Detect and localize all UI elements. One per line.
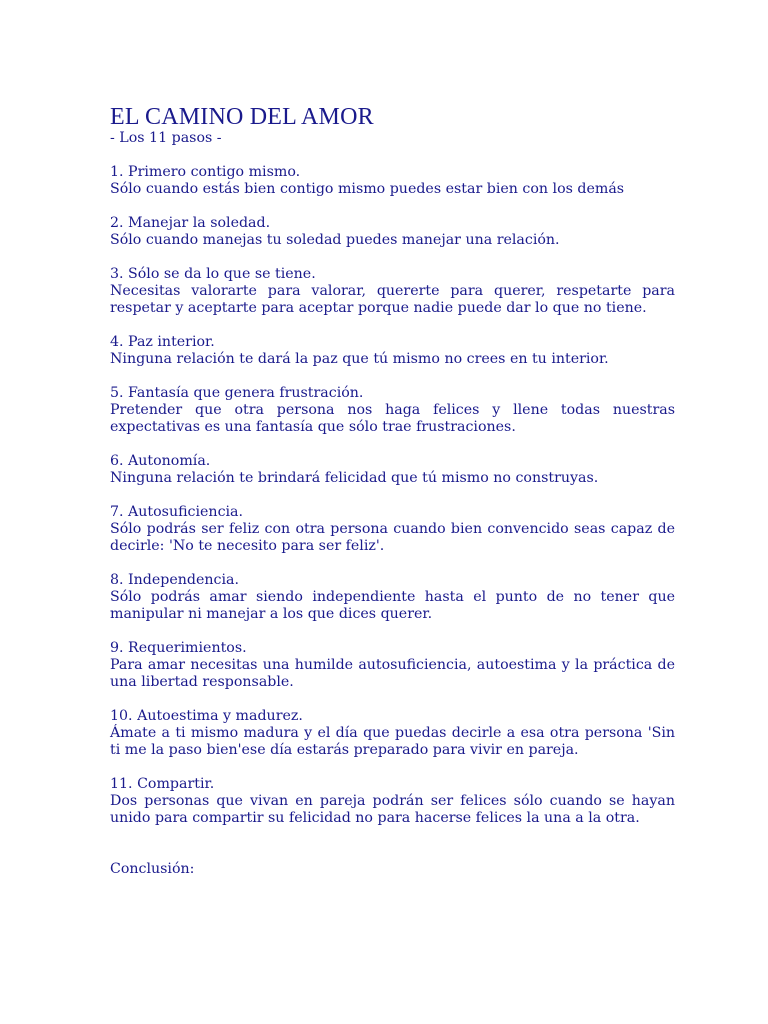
- step-6: [110, 453, 675, 487]
- step-1: [110, 164, 675, 198]
- step-text: Ninguna relación te brindará felicidad que tú mismo no construyas.: [110, 470, 599, 486]
- step-text: Dos personas que vivan en pareja podrán ser felices sólo cuando se hayan unido para compartir su felicidad no para hacerse felices la una a la otra.: [110, 793, 675, 826]
- step-11: [110, 776, 675, 827]
- step-heading: 7. Autosuficiencia.: [110, 504, 244, 520]
- step-8: [110, 572, 675, 623]
- step-heading: 11. Compartir.: [110, 776, 215, 792]
- step-heading: 5. Fantasía que genera frustración.: [110, 385, 364, 401]
- step-text: Sólo podrás ser feliz con otra persona cuando bien convencido seas capaz de decirle: 'No te necesito para ser feliz'.: [110, 521, 675, 554]
- step-text: Necesitas valorarte para valorar, quererte para querer, respetarte para respetar y aceptarte para aceptar porque nadie puede dar lo que no tiene.: [110, 283, 675, 316]
- step-5: [110, 385, 675, 436]
- document-subtitle: - Los 11 pasos -: [110, 130, 222, 146]
- step-heading: 8. Independencia.: [110, 572, 239, 588]
- step-4: [110, 334, 675, 368]
- step-3: [110, 266, 675, 317]
- step-text: Sólo cuando estás bien contigo mismo puedes estar bien con los demás: [110, 181, 625, 197]
- step-heading: 6. Autonomía.: [110, 453, 211, 469]
- document-title: EL CAMINO DEL AMOR: [110, 104, 374, 130]
- step-text: Ninguna relación te dará la paz que tú mismo no crees en tu interior.: [110, 351, 609, 367]
- step-text: Sólo podrás amar siendo independiente hasta el punto de no tener que manipular ni manejar a los que dices querer.: [110, 589, 675, 622]
- step-heading: 1. Primero contigo mismo.: [110, 164, 301, 180]
- step-heading: 10. Autoestima y madurez.: [110, 708, 303, 724]
- step-heading: 9. Requerimientos.: [110, 640, 247, 656]
- step-heading: 3. Sólo se da lo que se tiene.: [110, 266, 316, 282]
- step-2: [110, 215, 675, 249]
- step-10: [110, 708, 675, 759]
- conclusion-heading: Conclusión:: [110, 861, 195, 877]
- step-9: [110, 640, 675, 691]
- step-text: Para amar necesitas una humilde autosuficiencia, autoestima y la práctica de una libertad responsable.: [110, 657, 675, 690]
- step-heading: 4. Paz interior.: [110, 334, 215, 350]
- step-text: Ámate a ti mismo madura y el día que puedas decirle a esa otra persona 'Sin ti me la paso bien'ese día estarás preparado para vivir en pareja.: [110, 725, 675, 758]
- step-text: Pretender que otra persona nos haga felices y llene todas nuestras expectativas es una fantasía que sólo trae frustraciones.: [110, 402, 675, 435]
- document-page: [110, 104, 675, 892]
- step-text: Sólo cuando manejas tu soledad puedes manejar una relación.: [110, 232, 560, 248]
- step-7: [110, 504, 675, 555]
- step-heading: 2. Manejar la soledad.: [110, 215, 271, 231]
